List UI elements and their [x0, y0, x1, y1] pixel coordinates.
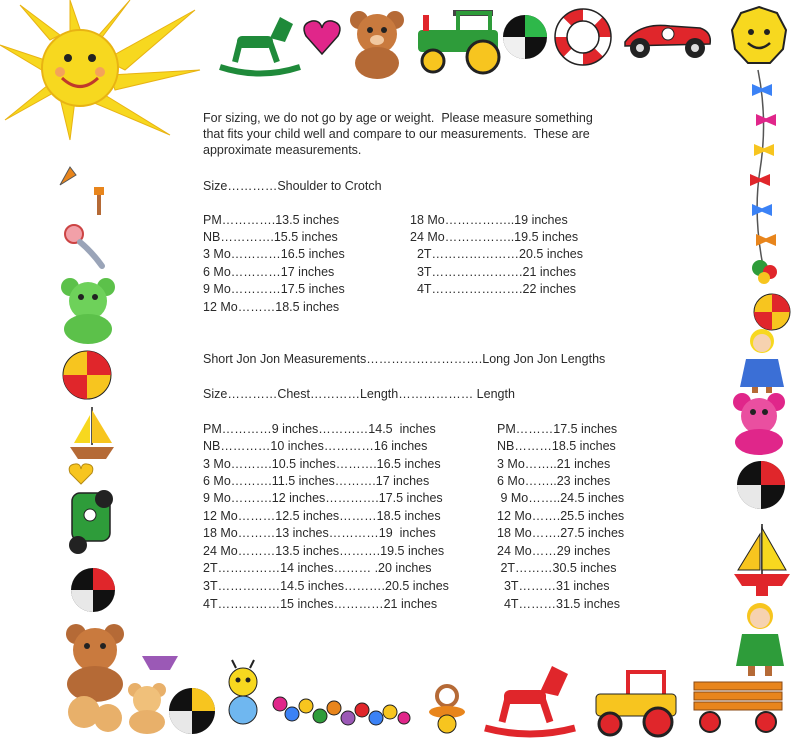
- list-item: NB………….15.5 inches: [203, 230, 338, 244]
- beads-icon: [272, 692, 412, 732]
- sailboat-icon: [66, 405, 118, 463]
- rattle-icon: [140, 652, 180, 674]
- doll-icon: [734, 325, 792, 395]
- list-item: 24 Mo……………..19.5 inches: [410, 230, 579, 244]
- race-car-icon: [620, 12, 715, 62]
- ball-icon: [166, 685, 218, 737]
- table-row: NB………18.5 inches: [497, 439, 616, 453]
- teddy-bear-icon: [345, 8, 410, 80]
- ball-icon: [68, 565, 118, 615]
- table-row: 24 Mo……29 inches: [497, 544, 611, 558]
- bee-icon: [218, 658, 268, 730]
- table-row: PM………17.5 inches: [497, 422, 618, 436]
- jon-jon-header: Short Jon Jon Measurements……………………….Long Jon Jon Lengths: [203, 352, 606, 366]
- table-row: 12 Mo…….25.5 inches: [497, 509, 625, 523]
- tractor-icon: [413, 5, 503, 75]
- table-row: 24 Mo………13.5 inches……….19.5 inches: [203, 544, 445, 558]
- kite-icon: [58, 165, 78, 187]
- rattle-icon: [90, 185, 108, 217]
- table-row: 12 Mo………12.5 inches………18.5 inches: [203, 509, 441, 523]
- table-row: 9 Mo……..24.5 inches: [497, 491, 625, 505]
- table-row: 2T………30.5 inches: [497, 561, 617, 575]
- kite-icon: [738, 70, 788, 285]
- smiling-sun-icon: [728, 5, 790, 73]
- list-item: 6 Mo…………17 inches: [203, 265, 335, 279]
- table-row: 18 Mo………13 inches…………19 inches: [203, 526, 436, 540]
- table-row: PM…………9 inches…………14.5 inches: [203, 422, 436, 436]
- intro-line-2: that fits your child well and compare to our measurements. These are: [203, 127, 590, 141]
- intro-line-3: approximate measurements.: [203, 143, 362, 157]
- list-item: 4T………………….22 inches: [410, 282, 577, 296]
- life-ring-icon: [556, 10, 611, 65]
- doll-icon: [730, 600, 790, 680]
- table-row: 4T………31.5 inches: [497, 597, 620, 611]
- table-row: 3T……………14.5 inches……….20.5 inches: [203, 579, 449, 593]
- table-row: 18 Mo…….27.5 inches: [497, 526, 625, 540]
- table-row: 3 Mo……….10.5 inches……….16.5 inches: [203, 457, 441, 471]
- list-item: 2T…………………20.5 inches: [410, 247, 583, 261]
- teddy-bear-icon: [58, 275, 120, 345]
- teddy-bear-icon: [125, 682, 169, 734]
- teddy-bear-icon: [62, 622, 132, 740]
- table-row: NB…………10 inches…………16 inches: [203, 439, 428, 453]
- sailboat-icon: [730, 520, 792, 598]
- list-item: 18 Mo……………..19 inches: [410, 213, 568, 227]
- table-row: 6 Mo……….11.5 inches……….17 inches: [203, 474, 430, 488]
- table-row: 2T……………14 inches……… .20 inches: [203, 561, 432, 575]
- toy-car-icon: [64, 485, 118, 557]
- list-item: PM………….13.5 inches: [203, 213, 340, 227]
- rocking-horse-icon: [215, 12, 305, 77]
- ball-icon: [60, 348, 114, 402]
- heart-icon: [68, 462, 94, 486]
- teddy-bear-icon: [730, 392, 790, 456]
- tractor-icon: [592, 668, 684, 738]
- size-header: Size…………Shoulder to Crotch: [203, 179, 382, 193]
- list-item: 12 Mo………18.5 inches: [203, 300, 340, 314]
- table-row: 6 Mo……..23 inches: [497, 474, 611, 488]
- table-row: 4T……………15 inches…………21 inches: [203, 597, 438, 611]
- list-item: 3T………………….21 inches: [410, 265, 577, 279]
- intro-line-1: For sizing, we do not go by age or weight. Please measure something: [203, 111, 593, 125]
- sun-icon: [0, 0, 200, 140]
- list-item: 9 Mo…………17.5 inches: [203, 282, 345, 296]
- table-row: 3 Mo……..21 inches: [497, 457, 611, 471]
- pacifier-icon: [422, 682, 472, 734]
- list-item: 3 Mo…………16.5 inches: [203, 247, 345, 261]
- ball-icon: [734, 458, 788, 512]
- rocking-horse-icon: [480, 660, 580, 736]
- table-row: 9 Mo……….12 inches………….17.5 inches: [203, 491, 443, 505]
- heart-icon: [302, 18, 342, 56]
- ball-icon: [500, 12, 550, 62]
- table-row: 3T………31 inches: [497, 579, 610, 593]
- rattle-icon: [62, 222, 110, 272]
- jon-jon-subheader: Size…………Chest…………Length……………… Length: [203, 387, 515, 401]
- wagon-icon: [688, 672, 788, 734]
